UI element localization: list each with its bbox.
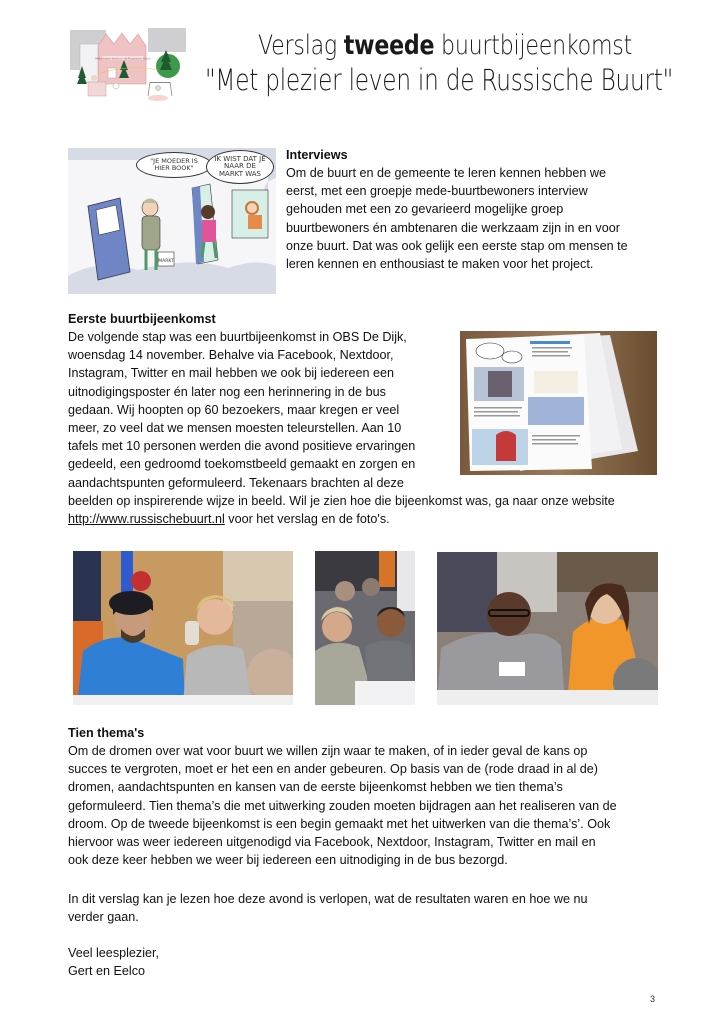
- link-suffix: voor het verslag en de foto's.: [224, 512, 390, 527]
- tien-themas-section: [68, 724, 678, 869]
- logo-banner-text: Met plezier leven in de Russische Buurt: [95, 56, 151, 61]
- text-line: buurtbewoners én ambtenaren die werkzaam zijn in en voor: [286, 220, 620, 235]
- text-line: beelden op inspirerende wijze in beeld. Wil je zien hoe die bijeenkomst was, ga naar onze website: [68, 493, 615, 508]
- text-line: In dit verslag kan je lezen hoe deze avond is verlopen, wat de resultaten waren en hoe we nu: [68, 892, 588, 906]
- greeting: Veel leesplezier,: [68, 946, 160, 960]
- text-line: geformuleerd. Tien thema’s die met uitwerking zouden moeten bijdragen aan het realiseren van de: [68, 798, 617, 813]
- text-line: onze buurt. Dat was ook gelijk een eerste stap om mensen te: [286, 238, 628, 253]
- eerste-paragraph: [68, 328, 668, 528]
- cartoon-bag-text: MARKT: [158, 259, 174, 264]
- sign-off: [68, 944, 368, 980]
- interviews-paragraph: [286, 164, 666, 273]
- interview-cartoon-image: [68, 148, 276, 294]
- text-line: eerst, met een groepje mede-buurtbewoners interview: [286, 184, 588, 199]
- closing-paragraph: [68, 890, 678, 926]
- text-line: uitnodigingsposter én later nog een herinnering in de bus: [68, 384, 386, 399]
- cartoon-bubble-1: "JE MOEDER IS HIER BOOK": [136, 152, 212, 178]
- interviews-section: [286, 146, 666, 273]
- header-logo-illustration: [68, 24, 190, 108]
- title-prefix: Verslag: [258, 30, 337, 61]
- text-line: aandachtspunten geformuleerd. Tekenaars brachten al deze: [68, 475, 404, 490]
- title-suffix: buurtbijeenkomst: [441, 30, 633, 61]
- text-line: gedeeld, een gedroomd toekomstbeeld gemaakt en zorgen en: [68, 457, 416, 472]
- text-line: succes te vergroten, moet er het een en ander gebeuren. Op basis van de (rode draad in al de): [68, 762, 598, 777]
- page-title: [258, 30, 632, 61]
- eerste-heading: Eerste buurtbijeenkomst: [68, 312, 216, 326]
- text-line: Instagram, Twitter en mail hebben we ook bij iedereen een: [68, 366, 394, 381]
- text-line: dromen, aandachtspunten en kansen van de eerste bijeenkomst hebben we tien thema’s: [68, 780, 563, 795]
- text-line: leren kennen en enthousiast te maken voor het project.: [286, 257, 594, 272]
- event-photo-3: [437, 552, 658, 705]
- text-line: verder gaan.: [68, 910, 139, 925]
- event-photo-2: [315, 551, 415, 705]
- cartoon-bubble-2: IK WIST DAT JE NAAR DE MARKT WAS: [206, 150, 274, 184]
- tien-heading: Tien thema's: [68, 726, 145, 740]
- tien-paragraph: [68, 742, 678, 869]
- page-number: 3: [650, 994, 656, 1004]
- eerste-buurtbijeenkomst-section: [68, 310, 668, 528]
- text-line: droom. Op de tweede bijeenkomst is een begin gemaakt met het uitwerken van die thema’s’. Ook: [68, 816, 611, 831]
- text-line: Om de dromen over wat voor buurt we willen zijn waar te maken, of in ieder geval de kans op: [68, 744, 588, 758]
- text-line: Om de buurt en de gemeente te leren kennen hebben we: [286, 166, 606, 180]
- website-link[interactable]: http://www.russischebuurt.nl: [68, 512, 225, 527]
- title-bold-word: tweede: [343, 30, 435, 61]
- text-line: ook deze keer hebben we weer bij iedereen een uitnodiging in de bus bezorgd.: [68, 853, 508, 868]
- text-line: gedaan. Wij hoopten op 60 bezoekers, maar kregen er veel: [68, 402, 400, 417]
- text-line: De volgende stap was een buurtbijeenkomst in OBS De Dijk,: [68, 330, 407, 344]
- text-line: gehouden met een zo gevarieerd mogelijke groep: [286, 202, 564, 217]
- text-line: meer, zo veel dat we mensen moesten teleurstellen. Aan 10: [68, 421, 402, 436]
- event-photo-1: [73, 551, 293, 705]
- text-line: tafels met 10 personen werden die avond positieve ervaringen: [68, 439, 416, 454]
- text-line: woensdag 14 november. Behalve via Facebook, Nextdoor,: [68, 348, 394, 363]
- page-subtitle: "Met plezier leven in de Russische Buurt": [205, 63, 674, 97]
- text-line: hiervoor was weer iedereen uitgenodigd via Facebook, Nextdoor, Instagram, Twitter en mail en: [68, 835, 596, 850]
- text-line: [68, 510, 668, 528]
- signature: Gert en Eelco: [68, 964, 146, 979]
- interviews-heading: Interviews: [286, 148, 348, 162]
